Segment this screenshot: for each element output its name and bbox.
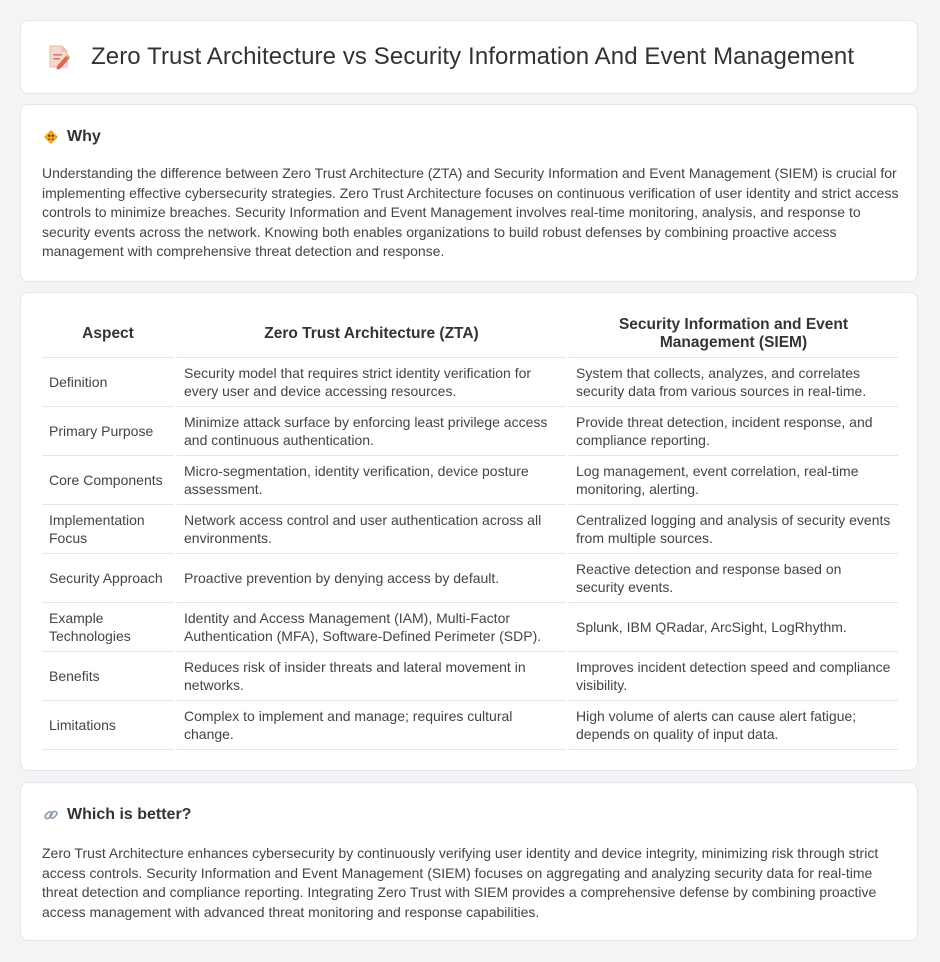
row-siem: Provide threat detection, incident response, and compliance reporting. bbox=[568, 407, 899, 456]
row-zta: Security model that requires strict identity verification for every user and device accessing resources. bbox=[176, 358, 568, 407]
row-zta: Reduces risk of insider threats and lateral movement in networks. bbox=[176, 652, 568, 701]
header-card bbox=[20, 20, 918, 94]
row-aspect: Benefits bbox=[42, 652, 176, 701]
why-card bbox=[20, 104, 918, 282]
row-zta: Proactive prevention by denying access by default. bbox=[176, 554, 568, 603]
row-aspect: Definition bbox=[42, 358, 176, 407]
row-siem: Improves incident detection speed and compliance visibility. bbox=[568, 652, 899, 701]
link-icon bbox=[43, 807, 59, 823]
row-siem: Log management, event correlation, real-time monitoring, alerting. bbox=[568, 456, 899, 505]
row-aspect: Security Approach bbox=[42, 554, 176, 603]
row-aspect: Core Components bbox=[42, 456, 176, 505]
better-paragraph: Zero Trust Architecture enhances cybersecurity by continuously verifying user identity and device integrity, minimizing risk through strict access controls. Security Information and Event Management (SIEM) focuses on aggregating and analyzing security data for real-time threat detection and compliance reporting. Integrating Zero Trust with SIEM provides a comprehensive defense by combining proactive access management with advanced threat monitoring and response capabilities. bbox=[42, 845, 879, 920]
document-pencil-icon bbox=[47, 44, 71, 70]
why-heading-label: Why bbox=[67, 128, 101, 145]
table-row bbox=[42, 652, 898, 701]
header-siem: Security Information and Event Management (SIEM) bbox=[568, 311, 899, 358]
row-aspect: Primary Purpose bbox=[42, 407, 176, 456]
table-row bbox=[42, 554, 898, 603]
better-heading-label: Which is better? bbox=[67, 806, 192, 823]
table-card bbox=[20, 292, 918, 771]
row-siem: Reactive detection and response based on security events. bbox=[568, 554, 899, 603]
table-row bbox=[42, 456, 898, 505]
table-row bbox=[42, 358, 898, 407]
row-siem: System that collects, analyzes, and correlates security data from various sources in real-time. bbox=[568, 358, 899, 407]
row-aspect: Example Technologies bbox=[42, 603, 176, 652]
row-zta: Identity and Access Management (IAM), Multi-Factor Authentication (MFA), Software-Defined Perimeter (SDP). bbox=[176, 603, 568, 652]
comparison-table bbox=[42, 311, 898, 750]
row-siem: High volume of alerts can cause alert fatigue; depends on quality of input data. bbox=[568, 701, 899, 750]
header-zta: Zero Trust Architecture (ZTA) bbox=[176, 311, 568, 358]
row-zta: Minimize attack surface by enforcing least privilege access and continuous authentication. bbox=[176, 407, 568, 456]
page-title: Zero Trust Architecture vs Security Information And Event Management bbox=[91, 43, 855, 70]
why-paragraph: Understanding the difference between Zero Trust Architecture (ZTA) and Security Information and Event Management (SIEM) is crucial for implementing effective cybersecurity strategies. Zero Trust Architecture focuses on continuous verification of user identity and strict access controls to minimize breaches. Security Information and Event Management involves real-time monitoring, analysis, and response to security events across the network. Knowing both enables organizations to build robust defenses by combining proactive access management with comprehensive threat detection and response. bbox=[42, 165, 899, 260]
row-zta: Micro-segmentation, identity verification, device posture assessment. bbox=[176, 456, 568, 505]
better-card bbox=[20, 782, 918, 941]
title-row bbox=[47, 43, 854, 71]
table-header-row bbox=[42, 311, 898, 358]
row-aspect: Limitations bbox=[42, 701, 176, 750]
table-row bbox=[42, 701, 898, 750]
table-row bbox=[42, 505, 898, 554]
row-aspect: Implementation Focus bbox=[42, 505, 176, 554]
row-siem: Centralized logging and analysis of security events from multiple sources. bbox=[568, 505, 899, 554]
table-row bbox=[42, 603, 898, 652]
why-heading bbox=[43, 128, 101, 146]
table-row bbox=[42, 407, 898, 456]
better-heading bbox=[43, 806, 191, 824]
header-aspect: Aspect bbox=[82, 325, 134, 342]
row-zta: Network access control and user authentication across all environments. bbox=[176, 505, 568, 554]
row-zta: Complex to implement and manage; requires cultural change. bbox=[176, 701, 568, 750]
row-siem: Splunk, IBM QRadar, ArcSight, LogRhythm. bbox=[568, 603, 899, 652]
diamond-people-icon bbox=[43, 129, 59, 145]
